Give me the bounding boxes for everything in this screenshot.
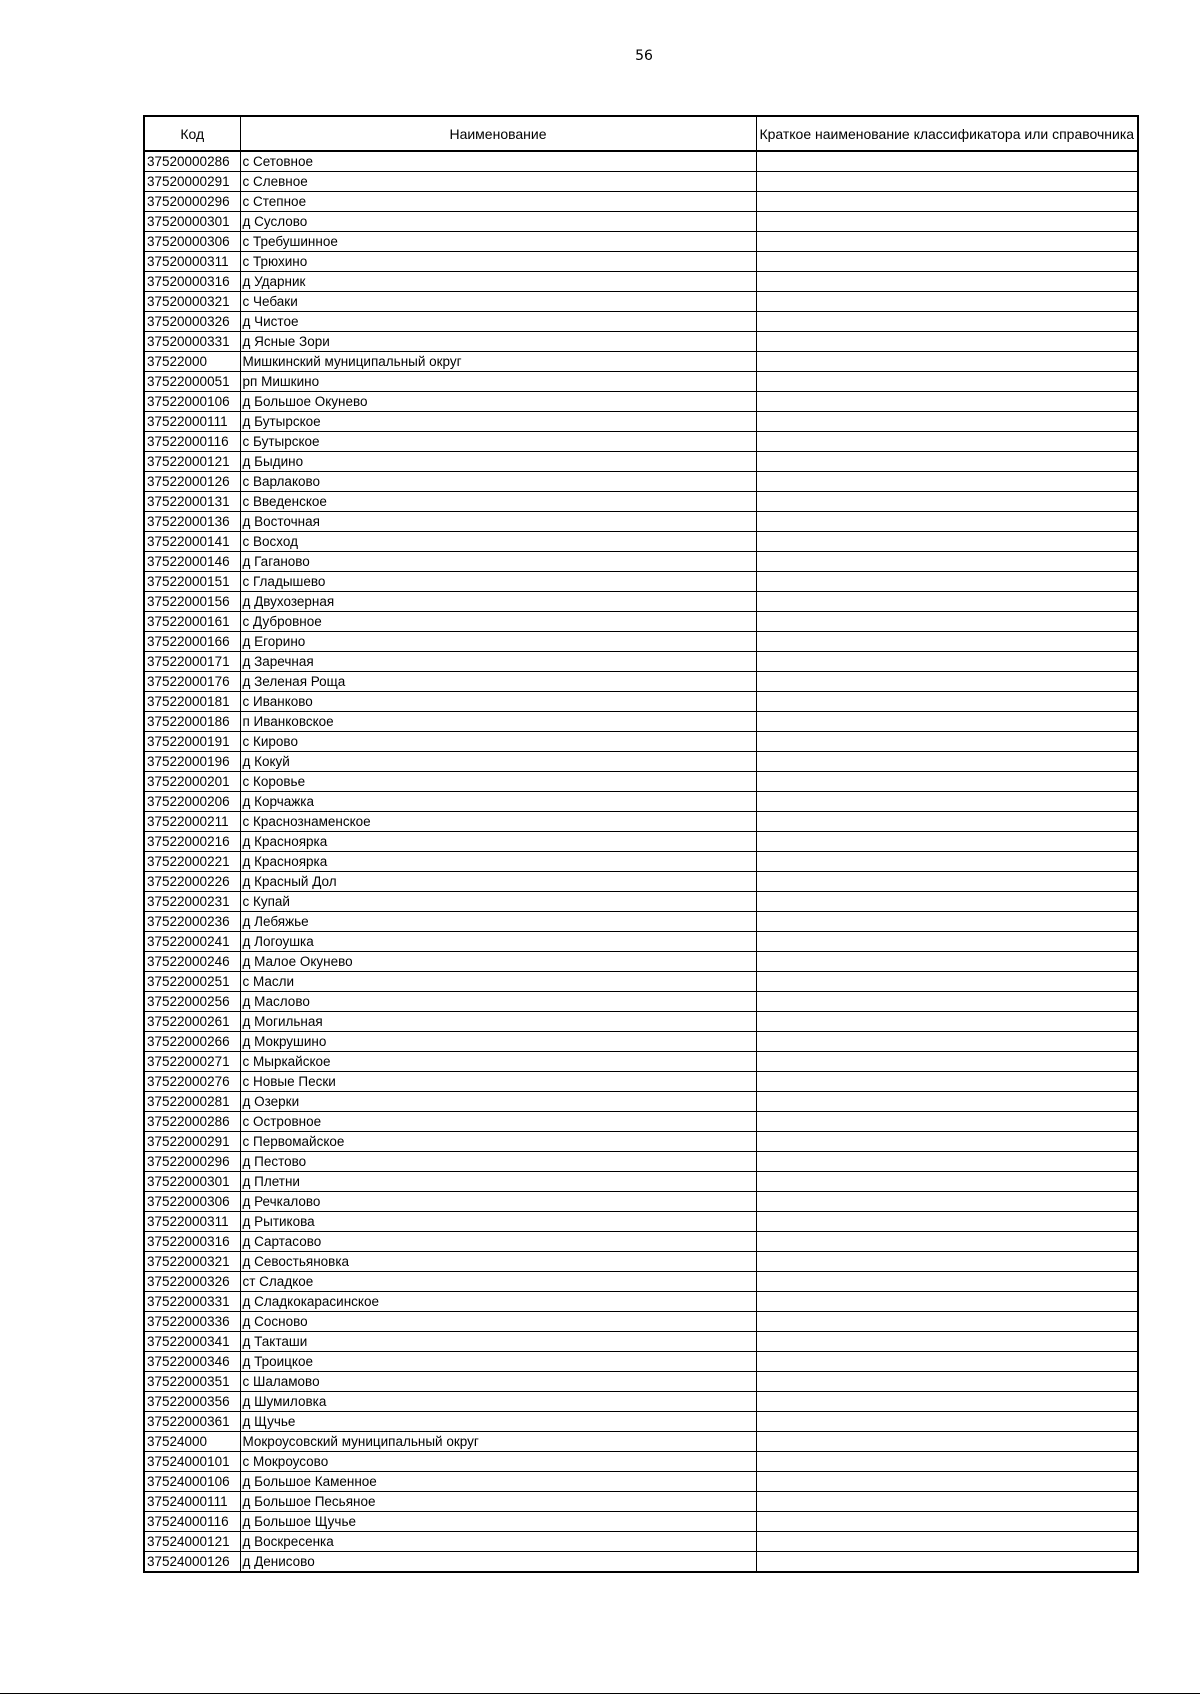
cell-name: д Лебяжье [240, 912, 756, 932]
table-row [144, 252, 1138, 272]
table-row [144, 292, 1138, 312]
cell-short-name [756, 952, 1138, 972]
cell-short-name [756, 1072, 1138, 1092]
table-row [144, 192, 1138, 212]
cell-code: 37522000296 [144, 1152, 240, 1172]
cell-name: с Дубровное [240, 612, 756, 632]
cell-name: д Красноярка [240, 852, 756, 872]
cell-short-name [756, 912, 1138, 932]
table-row [144, 1452, 1138, 1472]
cell-code: 37522000336 [144, 1312, 240, 1332]
cell-code: 37520000306 [144, 232, 240, 252]
cell-short-name [756, 1152, 1138, 1172]
cell-short-name [756, 852, 1138, 872]
cell-short-name [756, 1132, 1138, 1152]
cell-short-name [756, 1212, 1138, 1232]
table-row [144, 1112, 1138, 1132]
cell-name: д Воскресенка [240, 1532, 756, 1552]
cell-name: д Ясные Зори [240, 332, 756, 352]
cell-short-name [756, 172, 1138, 192]
cell-code: 37524000101 [144, 1452, 240, 1472]
cell-short-name [756, 1392, 1138, 1412]
table-row [144, 352, 1138, 372]
table-row [144, 492, 1138, 512]
cell-code: 37522000166 [144, 632, 240, 652]
table-row [144, 412, 1138, 432]
cell-short-name [756, 1472, 1138, 1492]
cell-code: 37522000121 [144, 452, 240, 472]
cell-short-name [756, 1192, 1138, 1212]
cell-code: 37522000186 [144, 712, 240, 732]
table-row [144, 1012, 1138, 1032]
cell-name: д Логоушка [240, 932, 756, 952]
cell-name: д Большое Окунево [240, 392, 756, 412]
cell-name: с Мокроусово [240, 1452, 756, 1472]
cell-short-name [756, 932, 1138, 952]
table-row [144, 232, 1138, 252]
cell-code: 37522000181 [144, 692, 240, 712]
cell-code: 37522000 [144, 352, 240, 372]
cell-name: с Купай [240, 892, 756, 912]
table-row [144, 472, 1138, 492]
cell-code: 37522000216 [144, 832, 240, 852]
cell-name: д Быдино [240, 452, 756, 472]
cell-name: с Шаламово [240, 1372, 756, 1392]
cell-code: 37522000276 [144, 1072, 240, 1092]
cell-code: 37522000331 [144, 1292, 240, 1312]
cell-name: д Чистое [240, 312, 756, 332]
cell-code: 37522000156 [144, 592, 240, 612]
cell-short-name [756, 772, 1138, 792]
table-row [144, 1512, 1138, 1532]
cell-short-name [756, 232, 1138, 252]
cell-name: д Егорино [240, 632, 756, 652]
cell-code: 37522000126 [144, 472, 240, 492]
header-short-name: Краткое наименование классификатора или справочника [756, 116, 1138, 151]
cell-name: д Озерки [240, 1092, 756, 1112]
cell-name: д Ударник [240, 272, 756, 292]
cell-name: д Шумиловка [240, 1392, 756, 1412]
cell-short-name [756, 292, 1138, 312]
table-row [144, 172, 1138, 192]
table-row [144, 1432, 1138, 1452]
cell-code: 37524000 [144, 1432, 240, 1452]
cell-code: 37522000246 [144, 952, 240, 972]
cell-name: рп Мишкино [240, 372, 756, 392]
table-row [144, 772, 1138, 792]
cell-code: 37522000231 [144, 892, 240, 912]
table-row [144, 432, 1138, 452]
cell-short-name [756, 972, 1138, 992]
cell-name: ст Сладкое [240, 1272, 756, 1292]
cell-short-name [756, 1012, 1138, 1032]
cell-code: 37520000286 [144, 151, 240, 172]
cell-short-name [756, 472, 1138, 492]
cell-short-name [756, 151, 1138, 172]
cell-name: д Денисово [240, 1552, 756, 1573]
cell-short-name [756, 1352, 1138, 1372]
cell-code: 37522000301 [144, 1172, 240, 1192]
cell-name: д Сартасово [240, 1232, 756, 1252]
cell-code: 37524000116 [144, 1512, 240, 1532]
header-name: Наименование [240, 116, 756, 151]
cell-short-name [756, 552, 1138, 572]
classifier-table [143, 115, 1139, 1573]
cell-name: д Гаганово [240, 552, 756, 572]
cell-name: с Краснознаменское [240, 812, 756, 832]
page-number: 56 [635, 48, 653, 64]
cell-code: 37522000361 [144, 1412, 240, 1432]
cell-short-name [756, 312, 1138, 332]
table-row [144, 212, 1138, 232]
cell-short-name [756, 452, 1138, 472]
cell-name: д Кокуй [240, 752, 756, 772]
cell-short-name [756, 712, 1138, 732]
table-row [144, 532, 1138, 552]
cell-short-name [756, 512, 1138, 532]
cell-code: 37522000251 [144, 972, 240, 992]
cell-short-name [756, 1432, 1138, 1452]
table-row [144, 812, 1138, 832]
cell-code: 37522000226 [144, 872, 240, 892]
cell-short-name [756, 732, 1138, 752]
table-row [144, 1252, 1138, 1272]
cell-code: 37522000356 [144, 1392, 240, 1412]
cell-short-name [756, 1232, 1138, 1252]
cell-short-name [756, 372, 1138, 392]
cell-code: 37522000261 [144, 1012, 240, 1032]
table-row [144, 512, 1138, 532]
cell-name: д Такташи [240, 1332, 756, 1352]
table-row [144, 1192, 1138, 1212]
cell-code: 37520000291 [144, 172, 240, 192]
table-row [144, 1072, 1138, 1092]
table-row [144, 392, 1138, 412]
cell-name: д Бутырское [240, 412, 756, 432]
cell-short-name [756, 1492, 1138, 1512]
table-row [144, 151, 1138, 172]
cell-name: с Слевное [240, 172, 756, 192]
cell-name: д Восточная [240, 512, 756, 532]
cell-short-name [756, 392, 1138, 412]
table-row [144, 632, 1138, 652]
cell-short-name [756, 1092, 1138, 1112]
cell-name: д Малое Окунево [240, 952, 756, 972]
cell-name: д Пестово [240, 1152, 756, 1172]
cell-code: 37522000316 [144, 1232, 240, 1252]
cell-name: д Маслово [240, 992, 756, 1012]
table-row [144, 732, 1138, 752]
table-row [144, 972, 1138, 992]
cell-short-name [756, 1512, 1138, 1532]
cell-name: с Чебаки [240, 292, 756, 312]
cell-name: д Севостьяновка [240, 1252, 756, 1272]
cell-code: 37522000291 [144, 1132, 240, 1152]
cell-short-name [756, 412, 1138, 432]
table-row [144, 332, 1138, 352]
cell-code: 37522000171 [144, 652, 240, 672]
cell-name: с Масли [240, 972, 756, 992]
table-row [144, 1032, 1138, 1052]
cell-short-name [756, 1272, 1138, 1292]
cell-name: д Могильная [240, 1012, 756, 1032]
table-row [144, 992, 1138, 1012]
cell-code: 37522000256 [144, 992, 240, 1012]
table-row [144, 1312, 1138, 1332]
cell-name: с Восход [240, 532, 756, 552]
cell-code: 37520000316 [144, 272, 240, 292]
cell-name: с Сетовное [240, 151, 756, 172]
table-row [144, 752, 1138, 772]
cell-short-name [756, 752, 1138, 772]
cell-code: 37520000296 [144, 192, 240, 212]
cell-code: 37522000106 [144, 392, 240, 412]
cell-name: д Сосново [240, 1312, 756, 1332]
cell-name: д Большое Каменное [240, 1472, 756, 1492]
table-row [144, 1352, 1138, 1372]
cell-code: 37520000311 [144, 252, 240, 272]
cell-code: 37522000271 [144, 1052, 240, 1072]
cell-code: 37522000306 [144, 1192, 240, 1212]
table-row [144, 1172, 1138, 1192]
cell-name: с Первомайское [240, 1132, 756, 1152]
cell-code: 37522000161 [144, 612, 240, 632]
table-row [144, 452, 1138, 472]
cell-name: д Плетни [240, 1172, 756, 1192]
cell-code: 37522000151 [144, 572, 240, 592]
cell-short-name [756, 532, 1138, 552]
cell-code: 37522000286 [144, 1112, 240, 1132]
cell-code: 37520000331 [144, 332, 240, 352]
cell-name: д Большое Песьяное [240, 1492, 756, 1512]
cell-short-name [756, 892, 1138, 912]
cell-short-name [756, 632, 1138, 652]
cell-name: с Введенское [240, 492, 756, 512]
header-code: Код [144, 116, 240, 151]
cell-name: Мишкинский муниципальный округ [240, 352, 756, 372]
cell-short-name [756, 1412, 1138, 1432]
cell-short-name [756, 1052, 1138, 1072]
table-row [144, 572, 1138, 592]
cell-name: с Гладышево [240, 572, 756, 592]
cell-short-name [756, 432, 1138, 452]
cell-code: 37522000146 [144, 552, 240, 572]
table-row [144, 932, 1138, 952]
cell-code: 37522000236 [144, 912, 240, 932]
table-row [144, 1552, 1138, 1573]
cell-name: с Степное [240, 192, 756, 212]
cell-code: 37522000211 [144, 812, 240, 832]
table-row [144, 552, 1138, 572]
cell-short-name [756, 1532, 1138, 1552]
page-bottom-rule [0, 1693, 1200, 1694]
table-row [144, 612, 1138, 632]
table-row [144, 1332, 1138, 1352]
cell-short-name [756, 1372, 1138, 1392]
cell-short-name [756, 252, 1138, 272]
table-row [144, 1372, 1138, 1392]
cell-short-name [756, 812, 1138, 832]
cell-name: с Варлаково [240, 472, 756, 492]
table-row [144, 1412, 1138, 1432]
cell-code: 37520000326 [144, 312, 240, 332]
cell-code: 37522000136 [144, 512, 240, 532]
cell-code: 37522000241 [144, 932, 240, 952]
cell-short-name [756, 1292, 1138, 1312]
table-row [144, 372, 1138, 392]
cell-short-name [756, 872, 1138, 892]
cell-short-name [756, 1172, 1138, 1192]
cell-short-name [756, 1332, 1138, 1352]
cell-name: с Иванково [240, 692, 756, 712]
cell-code: 37522000326 [144, 1272, 240, 1292]
cell-name: с Трюхино [240, 252, 756, 272]
cell-name: Мокроусовский муниципальный округ [240, 1432, 756, 1452]
table-row [144, 892, 1138, 912]
cell-name: д Мокрушино [240, 1032, 756, 1052]
cell-code: 37522000196 [144, 752, 240, 772]
cell-short-name [756, 592, 1138, 612]
cell-name: д Щучье [240, 1412, 756, 1432]
cell-code: 37522000206 [144, 792, 240, 812]
cell-code: 37522000111 [144, 412, 240, 432]
cell-code: 37522000341 [144, 1332, 240, 1352]
cell-code: 37522000266 [144, 1032, 240, 1052]
cell-short-name [756, 692, 1138, 712]
table-row [144, 1272, 1138, 1292]
cell-name: д Речкалово [240, 1192, 756, 1212]
cell-code: 37522000321 [144, 1252, 240, 1272]
table-header-row [144, 116, 1138, 151]
cell-code: 37520000321 [144, 292, 240, 312]
cell-name: д Красный Дол [240, 872, 756, 892]
cell-code: 37524000106 [144, 1472, 240, 1492]
table-row [144, 1132, 1138, 1152]
table-row [144, 1392, 1138, 1412]
table-row [144, 832, 1138, 852]
cell-name: с Требушинное [240, 232, 756, 252]
cell-short-name [756, 352, 1138, 372]
table-row [144, 592, 1138, 612]
cell-name: д Рытикова [240, 1212, 756, 1232]
cell-short-name [756, 332, 1138, 352]
table-row [144, 1052, 1138, 1072]
cell-code: 37522000191 [144, 732, 240, 752]
cell-short-name [756, 1252, 1138, 1272]
cell-code: 37524000121 [144, 1532, 240, 1552]
cell-name: д Двухозерная [240, 592, 756, 612]
cell-code: 37522000176 [144, 672, 240, 692]
cell-code: 37522000281 [144, 1092, 240, 1112]
cell-code: 37522000351 [144, 1372, 240, 1392]
cell-code: 37522000311 [144, 1212, 240, 1232]
cell-name: д Сладкокарасинское [240, 1292, 756, 1312]
cell-short-name [756, 572, 1138, 592]
cell-name: д Большое Щучье [240, 1512, 756, 1532]
cell-code: 37524000111 [144, 1492, 240, 1512]
cell-name: д Красноярка [240, 832, 756, 852]
cell-short-name [756, 492, 1138, 512]
cell-short-name [756, 832, 1138, 852]
cell-short-name [756, 1452, 1138, 1472]
cell-code: 37522000346 [144, 1352, 240, 1372]
cell-short-name [756, 1552, 1138, 1573]
cell-short-name [756, 1312, 1138, 1332]
table-row [144, 852, 1138, 872]
cell-name: с Мыркайское [240, 1052, 756, 1072]
cell-name: с Кирово [240, 732, 756, 752]
table-row [144, 1152, 1138, 1172]
table-row [144, 712, 1138, 732]
table-row [144, 1532, 1138, 1552]
cell-name: д Суслово [240, 212, 756, 232]
table-row [144, 792, 1138, 812]
table-row [144, 912, 1138, 932]
cell-code: 37524000126 [144, 1552, 240, 1573]
cell-code: 37522000221 [144, 852, 240, 872]
cell-name: д Корчажка [240, 792, 756, 812]
table-row [144, 1292, 1138, 1312]
cell-short-name [756, 672, 1138, 692]
cell-name: д Заречная [240, 652, 756, 672]
cell-name: с Новые Пески [240, 1072, 756, 1092]
cell-name: п Иванковское [240, 712, 756, 732]
table-row [144, 672, 1138, 692]
table-row [144, 1092, 1138, 1112]
table-row [144, 1492, 1138, 1512]
cell-code: 37522000116 [144, 432, 240, 452]
cell-short-name [756, 792, 1138, 812]
cell-name: с Коровье [240, 772, 756, 792]
cell-short-name [756, 1032, 1138, 1052]
cell-short-name [756, 212, 1138, 232]
cell-short-name [756, 272, 1138, 292]
cell-short-name [756, 192, 1138, 212]
cell-name: д Троицкое [240, 1352, 756, 1372]
table-row [144, 952, 1138, 972]
cell-code: 37522000051 [144, 372, 240, 392]
cell-short-name [756, 652, 1138, 672]
table-row [144, 1232, 1138, 1252]
cell-short-name [756, 1112, 1138, 1132]
table-row [144, 692, 1138, 712]
cell-name: д Зеленая Роща [240, 672, 756, 692]
table-row [144, 312, 1138, 332]
table-row [144, 272, 1138, 292]
cell-code: 37522000201 [144, 772, 240, 792]
table-row [144, 1212, 1138, 1232]
cell-name: с Бутырское [240, 432, 756, 452]
cell-name: с Островное [240, 1112, 756, 1132]
table-row [144, 652, 1138, 672]
cell-short-name [756, 612, 1138, 632]
cell-code: 37522000131 [144, 492, 240, 512]
table-body [144, 151, 1138, 1572]
cell-short-name [756, 992, 1138, 1012]
cell-code: 37522000141 [144, 532, 240, 552]
table-row [144, 872, 1138, 892]
table-row [144, 1472, 1138, 1492]
cell-code: 37520000301 [144, 212, 240, 232]
